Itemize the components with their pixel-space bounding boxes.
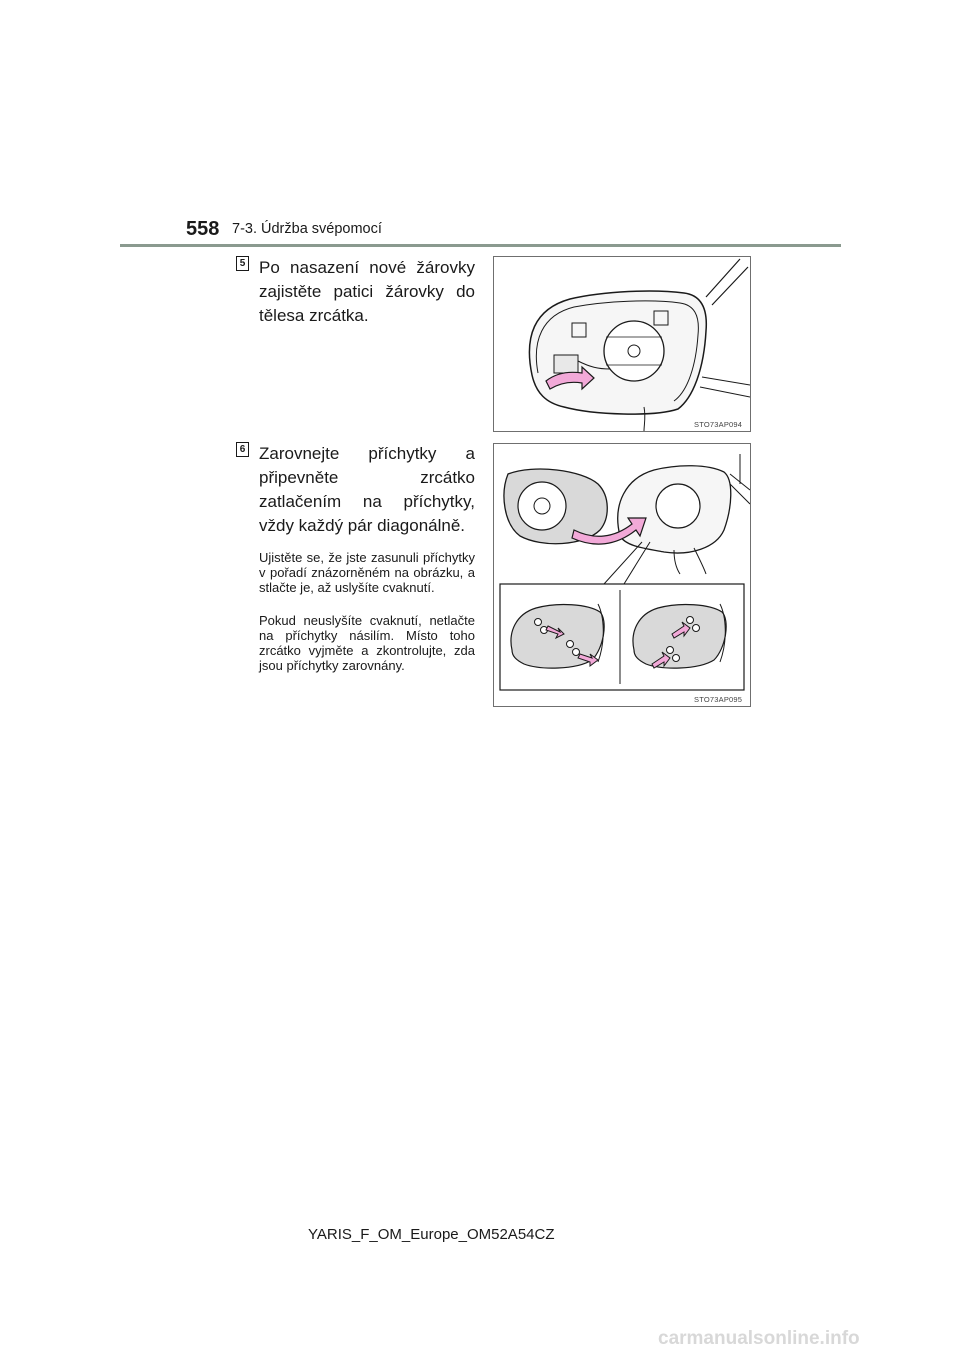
step-6-note-1: Ujistěte se, že jste zasunuli příchytky v pořadí znázorněném na obrázku, a stlačte je, až uslyšíte cvaknutí. xyxy=(259,550,475,595)
figure-code: STO73AP094 xyxy=(694,420,743,429)
step-6-text: Zarovnejte příchytky a připevněte zrcátko zatlačením na příchytky, vždy každý pár diagonálně. xyxy=(259,444,475,535)
figure-code: STO73AP095 xyxy=(694,695,743,704)
step-6-note-2: Pokud neuslyšíte cvaknutí, netlačte na příchytky násilím. Místo toho zrcátko vyjměte a zkontrolujte, zda jsou příchytky zarovnány. xyxy=(259,613,475,673)
step-5-text: Po nasazení nové žárovky zajistěte patici žárovky do tělesa zrcátka. xyxy=(259,258,475,325)
figure-mirror-clips xyxy=(493,443,751,707)
page-number: 558 xyxy=(186,218,220,240)
section-title: 7-3. Údržba svépomocí xyxy=(232,221,382,237)
header-rule xyxy=(120,244,841,247)
mirror-bulb-illustration xyxy=(494,257,750,431)
step-badge-5: 5 xyxy=(236,256,249,271)
footer-doc-id: YARIS_F_OM_Europe_OM52A54CZ xyxy=(308,1226,555,1243)
step-badge-6: 6 xyxy=(236,442,249,457)
figure-mirror-bulb xyxy=(493,256,751,432)
mirror-clips-illustration xyxy=(494,444,750,706)
watermark: carmanualsonline.info xyxy=(658,1328,860,1349)
